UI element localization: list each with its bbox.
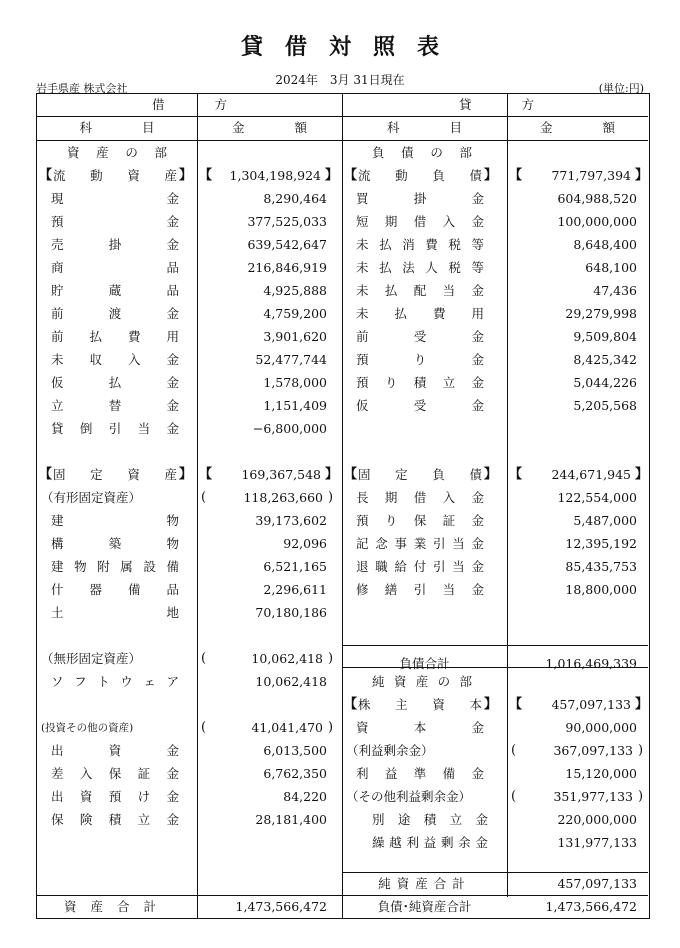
left-account-label: 貯 蔵 品 [51,283,179,298]
close-bracket-icon: 】 [484,697,498,712]
left-account-amount: 28,181,400 [255,812,327,827]
left-account-label: (投資その他の資産) [41,722,134,734]
right-account-amount: 15,120,000 [565,766,637,781]
right-account-label: 仮 受 金 [356,398,484,413]
company-name: 岩手県産 株式会社 [36,82,128,95]
close-bracket-icon: 】 [484,467,498,482]
open-bracket-icon: 【 [344,467,358,482]
left-account-amount: 10,062,418 [251,651,323,666]
right-account-label: 純 資 産 の 部 [372,674,472,689]
left-account-label: ソ フ ト ウ ェ ア [51,674,179,689]
left-account-amount: 8,290,464 [263,191,327,206]
unit-label: (単位:円) [598,82,644,95]
left-account-amount: −6,800,000 [252,421,327,436]
open-paren-icon: ( [511,743,517,758]
left-account-label: 前 渡 金 [51,306,179,321]
close-paren-icon: ) [328,720,334,735]
liabilities-total-label: 負債合計 [399,656,450,671]
report-date: 2024年 3月 31日現在 [275,73,405,87]
right-account-amount: 604,988,520 [557,191,637,206]
left-account-label: （有形固定資産） [41,490,142,505]
liabilities-total-rule-bottom [342,667,648,668]
net-assets-total-amount: 457,097,133 [557,876,637,891]
left-account-label: 現 金 [51,191,179,206]
right-account-label: 前 受 金 [356,329,484,344]
liabilities-total-rule-top [342,645,648,646]
debit-amount-header: 金 額 [231,120,307,135]
close-bracket-icon: 】 [635,697,649,712]
close-bracket-icon: 】 [179,168,193,183]
open-bracket-icon: 【 [199,467,213,482]
right-account-label: 預 り 保 証 金 [356,513,484,528]
left-account-amount: 639,542,647 [247,237,327,252]
total-liabilities-net-assets-amount: 1,473,566,472 [545,899,637,914]
liabilities-total-amount: 1,016,469,339 [545,656,637,671]
left-account-label: 流 動 資 産 [53,168,177,183]
left-account-label: 未 収 入 金 [51,352,179,367]
right-account-amount: 29,279,998 [565,306,637,321]
right-account-amount: 367,097,133 [553,743,633,758]
right-account-label: 長 期 借 入 金 [356,490,484,505]
open-bracket-icon: 【 [344,697,358,712]
right-account-label: 流 動 負 債 [358,168,482,183]
document-title: 貸借対照表 [240,34,461,60]
left-account-label: 構 築 物 [51,536,179,551]
left-account-amount: 216,846,919 [247,260,327,275]
close-bracket-icon: 】 [179,467,193,482]
open-paren-icon: ( [511,789,517,804]
right-account-amount: 5,044,226 [573,375,637,390]
right-account-label: 繰 越 利 益 剰 余 金 [372,835,488,850]
left-account-label: 仮 払 金 [51,375,179,390]
left-account-label: 差 入 保 証 金 [51,766,179,781]
open-paren-icon: ( [201,651,207,666]
close-paren-icon: ) [328,490,334,505]
close-bracket-icon: 】 [484,168,498,183]
left-account-label: 前 払 費 用 [51,329,179,344]
right-account-label: （その他利益剰余金） [346,789,472,804]
right-account-label: 固 定 負 債 [358,467,482,482]
close-paren-icon: ) [638,743,644,758]
right-account-amount: 18,800,000 [565,582,637,597]
right-account-label: 負 債 の 部 [372,145,472,160]
net-assets-total-label: 純資産合計 [378,876,471,891]
right-account-label: 買 掛 金 [356,191,484,206]
left-account-amount: 41,041,470 [251,720,323,735]
open-bracket-icon: 【 [199,168,213,183]
right-account-label: 修 繕 引 当 金 [356,582,484,597]
left-account-amount: 6,521,165 [263,559,327,574]
left-account-label: 商 品 [51,260,179,275]
left-account-amount: 377,525,033 [247,214,327,229]
close-bracket-icon: 】 [325,467,339,482]
left-account-amount: 169,367,548 [241,467,321,482]
right-account-label: 未 払 費 用 [356,306,484,321]
close-paren-icon: ) [638,789,644,804]
left-account-label: 出 資 預 け 金 [51,789,179,804]
right-account-amount: 100,000,000 [557,214,637,229]
right-account-label: 未 払 法 人 税 等 [356,260,484,275]
credit-header: 貸 方 [458,97,534,112]
left-account-label: 資 産 の 部 [67,145,167,160]
left-account-label: 固 定 資 産 [53,467,177,482]
open-paren-icon: ( [201,720,207,735]
left-account-amount: 118,263,660 [243,490,323,505]
right-account-label: 未 払 消 費 税 等 [356,237,484,252]
right-account-label: （利益剰余金） [346,743,434,758]
close-bracket-icon: 】 [635,467,649,482]
right-account-amount: 122,554,000 [557,490,637,505]
right-account-amount: 9,509,804 [573,329,637,344]
credit-item-header: 科 目 [386,120,462,135]
right-account-amount: 131,977,133 [557,835,637,850]
right-account-label: 預 り 積 立 金 [356,375,484,390]
header-rule-2 [37,140,648,141]
left-account-label: 建 物 附 属 設 備 [51,559,179,574]
right-account-label: 株 主 資 本 [358,697,482,712]
right-account-amount: 351,977,133 [553,789,633,804]
left-account-label: （無形固定資産） [41,651,142,666]
right-account-amount: 47,436 [593,283,637,298]
open-bracket-icon: 【 [344,168,358,183]
left-account-label: 什 器 備 品 [51,582,179,597]
right-account-amount: 771,797,394 [551,168,631,183]
left-account-label: 建 物 [51,513,179,528]
left-account-label: 売 掛 金 [51,237,179,252]
left-account-label: 預 金 [51,214,179,229]
close-paren-icon: ) [328,651,334,666]
right-account-amount: 220,000,000 [557,812,637,827]
left-account-amount: 1,151,409 [263,398,327,413]
debit-item-header: 科 目 [79,120,155,135]
right-account-amount: 648,100 [585,260,637,275]
left-account-amount: 84,220 [283,789,327,804]
right-account-label: 退 職 給 付 引 当 金 [356,559,484,574]
right-account-label: 預 り 金 [356,352,484,367]
right-account-amount: 8,648,400 [573,237,637,252]
open-paren-icon: ( [201,490,207,505]
right-account-label: 記 念 事 業 引 当 金 [356,536,484,551]
left-account-amount: 1,304,198,924 [229,168,321,183]
open-bracket-icon: 【 [509,697,523,712]
right-account-label: 別 途 積 立 金 [372,812,488,827]
left-account-amount: 4,925,888 [263,283,327,298]
open-bracket-icon: 【 [39,168,53,183]
right-account-label: 短 期 借 入 金 [356,214,484,229]
left-account-amount: 52,477,744 [255,352,327,367]
left-account-amount: 10,062,418 [255,674,327,689]
right-account-amount: 85,435,753 [565,559,637,574]
left-account-amount: 70,180,186 [255,605,327,620]
right-account-label: 資 本 金 [356,720,484,735]
right-account-amount: 5,205,568 [573,398,637,413]
left-account-label: 土 地 [51,605,179,620]
open-bracket-icon: 【 [39,467,53,482]
right-account-amount: 12,395,192 [565,536,637,551]
close-bracket-icon: 】 [635,168,649,183]
right-account-amount: 244,671,945 [551,467,631,482]
total-liabilities-net-assets-label: 負債･純資産合計 [377,899,472,914]
left-account-amount: 2,296,611 [263,582,327,597]
left-account-label: 貸 倒 引 当 金 [51,421,179,436]
right-account-amount: 457,097,133 [551,697,631,712]
left-account-label: 保 険 積 立 金 [51,812,179,827]
left-account-amount: 3,901,620 [263,329,327,344]
left-account-label: 出 資 金 [51,743,179,758]
open-bracket-icon: 【 [509,168,523,183]
left-account-amount: 39,173,602 [255,513,327,528]
total-assets-label: 資産合計 [63,899,170,914]
right-account-amount: 5,487,000 [573,513,637,528]
right-account-label: 未 払 配 当 金 [356,283,484,298]
left-account-amount: 92,096 [283,536,327,551]
right-account-label: 利 益 準 備 金 [356,766,484,781]
left-account-amount: 6,013,500 [263,743,327,758]
center-divider [342,94,343,918]
left-account-label: 立 替 金 [51,398,179,413]
balance-sheet-table [36,93,650,919]
debit-header: 借 方 [151,97,227,112]
total-assets-amount: 1,473,566,472 [235,899,327,914]
left-account-amount: 1,578,000 [263,375,327,390]
left-account-amount: 4,759,200 [263,306,327,321]
open-bracket-icon: 【 [509,467,523,482]
right-account-amount: 90,000,000 [565,720,637,735]
right-account-amount: 8,425,342 [573,352,637,367]
credit-amount-header: 金 額 [539,120,615,135]
close-bracket-icon: 】 [325,168,339,183]
left-account-amount: 6,762,350 [263,766,327,781]
